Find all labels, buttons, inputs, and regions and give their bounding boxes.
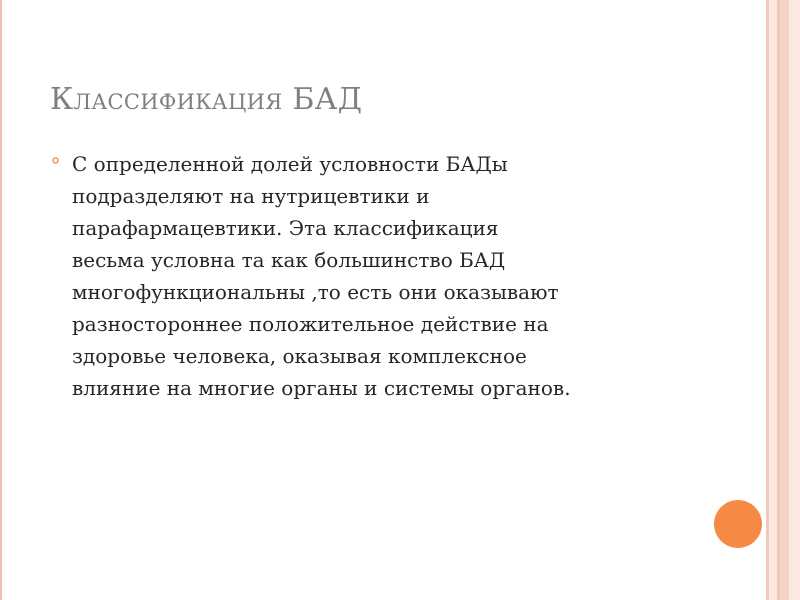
bullet-text-line: весьма условна та как большинство БАД [72, 248, 506, 272]
bullet-text-line: парафармацевтики. Эта классификация [72, 216, 499, 240]
bullet-text-line: С определенной долей условности БАДы [72, 152, 508, 176]
right-decorative-stripe [769, 0, 777, 600]
slide-title: Классификация БАД [50, 82, 363, 117]
hollow-circle-bullet-icon [52, 157, 59, 164]
bullet-text-line: подразделяют на нутрицевтики и [72, 184, 430, 208]
bullet-text [72, 148, 690, 404]
bullet-item [50, 148, 690, 404]
right-decorative-stripe [780, 0, 789, 600]
bullet-text-line: влияние на многие органы и системы органов. [72, 376, 571, 400]
accent-circle [714, 500, 762, 548]
bullet-text-line: здоровье человека, оказывая комплексное [72, 344, 527, 368]
bullet-text-line: многофункциональны ,то есть они оказывают [72, 280, 559, 304]
left-border-line [0, 0, 2, 600]
right-decorative-stripe [789, 0, 800, 600]
bullet-text-line: разностороннее положительное действие на [72, 312, 549, 336]
